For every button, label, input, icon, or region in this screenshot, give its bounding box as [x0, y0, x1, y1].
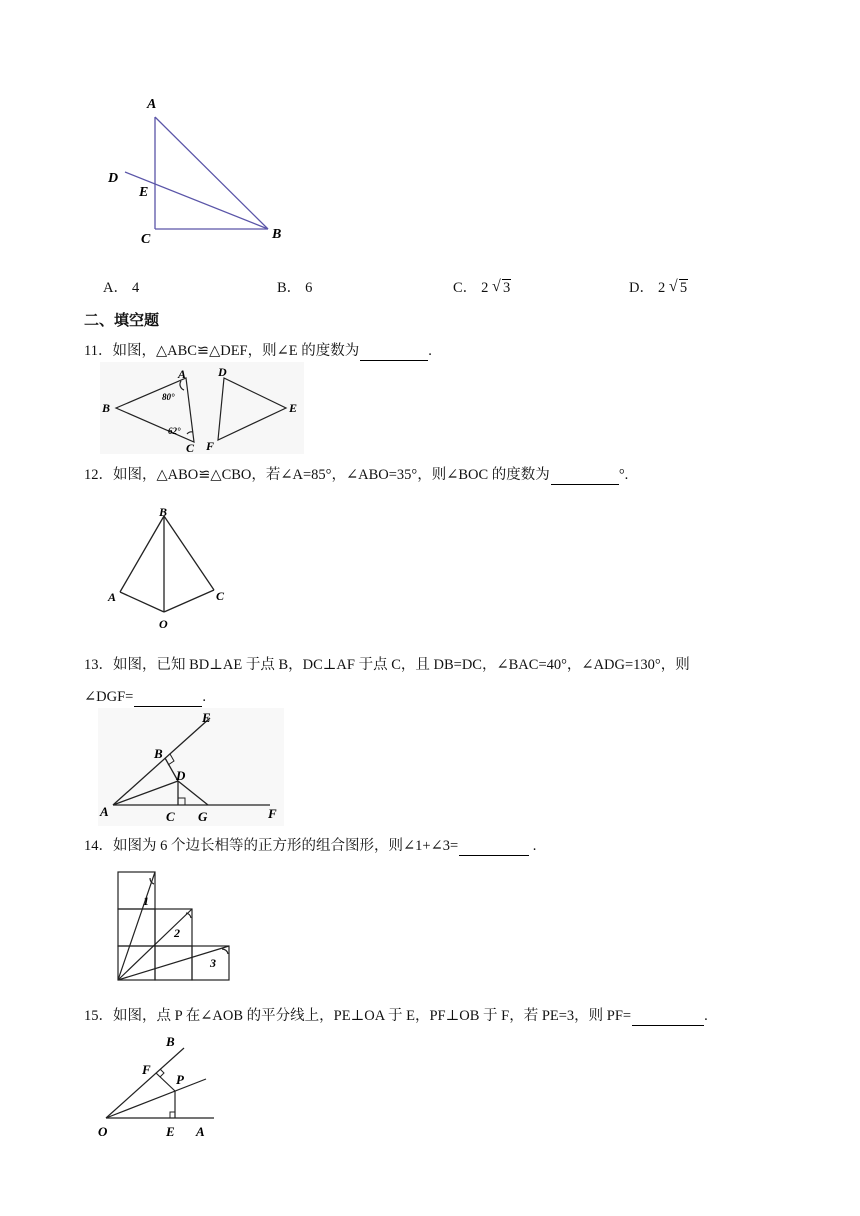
option-d-letter: D．	[629, 280, 654, 296]
option-d-radicand: 5	[679, 280, 688, 296]
angle-3-label: 3	[210, 956, 216, 970]
label-p: P	[176, 1072, 184, 1087]
ray-ob	[106, 1048, 184, 1118]
label-e: E	[289, 401, 298, 415]
question-14-text: 14．如图为 6 个边长相等的正方形的组合图形，则∠1+∠3=	[84, 838, 459, 854]
sqrt-symbol: √ 3	[492, 278, 511, 296]
label-c: C	[216, 589, 225, 603]
question-11	[84, 339, 432, 361]
label-a: A	[108, 590, 117, 604]
segment-db	[125, 172, 268, 229]
option-c-letter: C．	[453, 280, 478, 296]
angle-a-label: 80°	[162, 392, 175, 402]
label-a: A	[196, 1124, 205, 1139]
angle-1-label: 1	[143, 894, 149, 908]
q10-figure	[100, 92, 300, 252]
q13-figure	[98, 708, 284, 826]
label-o: O	[159, 617, 168, 631]
option-c[interactable]	[453, 276, 511, 297]
question-14	[84, 834, 536, 856]
label-e: E	[166, 1124, 175, 1139]
option-a-value: 4	[131, 280, 140, 296]
label-b: B	[154, 746, 163, 761]
label-c: C	[186, 441, 195, 454]
label-f: F	[206, 439, 215, 453]
answer-blank-12[interactable]	[551, 467, 619, 485]
bisector-op	[106, 1079, 206, 1118]
label-a: A	[178, 367, 187, 381]
label-o: O	[98, 1124, 108, 1139]
question-11-end: .	[428, 343, 432, 359]
answer-blank-15[interactable]	[632, 1008, 704, 1026]
segment-pf	[156, 1073, 175, 1091]
answer-blank-14[interactable]	[459, 838, 529, 856]
option-a-letter: A．	[103, 280, 128, 296]
segment-ba	[120, 516, 164, 592]
segment-bc	[164, 516, 214, 590]
option-b[interactable]	[277, 276, 312, 297]
q12-figure	[104, 504, 234, 634]
label-e: E	[139, 185, 149, 200]
segment-co	[164, 590, 214, 612]
question-12-text: 12．如图，△ABO≌△CBO，若∠A=85°，∠ABO=35°，则∠BOC 的度数为	[84, 467, 550, 483]
segment-ab	[155, 117, 268, 229]
section-title: 二、填空题	[84, 311, 160, 329]
question-13-end: .	[202, 689, 206, 705]
label-b: B	[272, 227, 282, 242]
question-15	[84, 1004, 708, 1026]
question-14-end: .	[529, 838, 537, 854]
option-a[interactable]	[103, 276, 139, 297]
label-a: A	[147, 97, 157, 112]
segment-ao	[120, 592, 164, 612]
answer-blank-11[interactable]	[360, 343, 428, 361]
question-12	[84, 463, 628, 485]
question-13-line2	[84, 689, 206, 707]
answer-blank-13[interactable]	[134, 689, 202, 707]
label-d: D	[176, 768, 186, 783]
diagonal-1	[118, 872, 155, 980]
option-c-coef: 2	[481, 280, 489, 296]
question-11-text: 11．如图，△ABC≌△DEF，则∠E 的度数为	[84, 343, 360, 359]
option-d-coef: 2	[657, 280, 666, 296]
label-g: G	[198, 809, 208, 824]
q11-figure	[100, 362, 304, 454]
sqrt-symbol: √ 5	[668, 278, 688, 296]
label-d: D	[108, 171, 119, 186]
label-f: F	[142, 1062, 151, 1077]
question-15-text: 15．如图，点 P 在∠AOB 的平分线上，PE⊥OA 于 E，PF⊥OB 于 F，若 PE=3，则 PF=	[84, 1008, 632, 1024]
angle-2-label: 2	[174, 926, 180, 940]
q15-figure	[96, 1030, 226, 1146]
question-15-end: .	[704, 1008, 708, 1024]
option-b-value: 6	[305, 280, 313, 296]
label-f: F	[268, 806, 277, 821]
question-12-end: °.	[618, 467, 629, 483]
label-c: C	[166, 809, 175, 824]
option-c-radicand: 3	[503, 280, 511, 296]
question-13-text: ∠DGF=	[84, 689, 134, 705]
option-b-letter: B．	[277, 280, 302, 296]
label-d: D	[218, 365, 227, 379]
label-b: B	[102, 401, 111, 415]
option-d[interactable]	[629, 276, 688, 297]
label-a: A	[100, 804, 109, 819]
label-c: C	[141, 232, 151, 247]
q14-figure	[110, 866, 234, 984]
label-b: B	[159, 505, 168, 519]
question-13-line1: 13．如图，已知 BD⊥AE 于点 B，DC⊥AF 于点 C，且 DB=DC，∠BAC=40°，∠ADG=130°，则	[84, 657, 690, 673]
label-b: B	[166, 1034, 175, 1049]
label-e: E	[202, 710, 211, 725]
angle-c-label: 62°	[168, 426, 181, 436]
